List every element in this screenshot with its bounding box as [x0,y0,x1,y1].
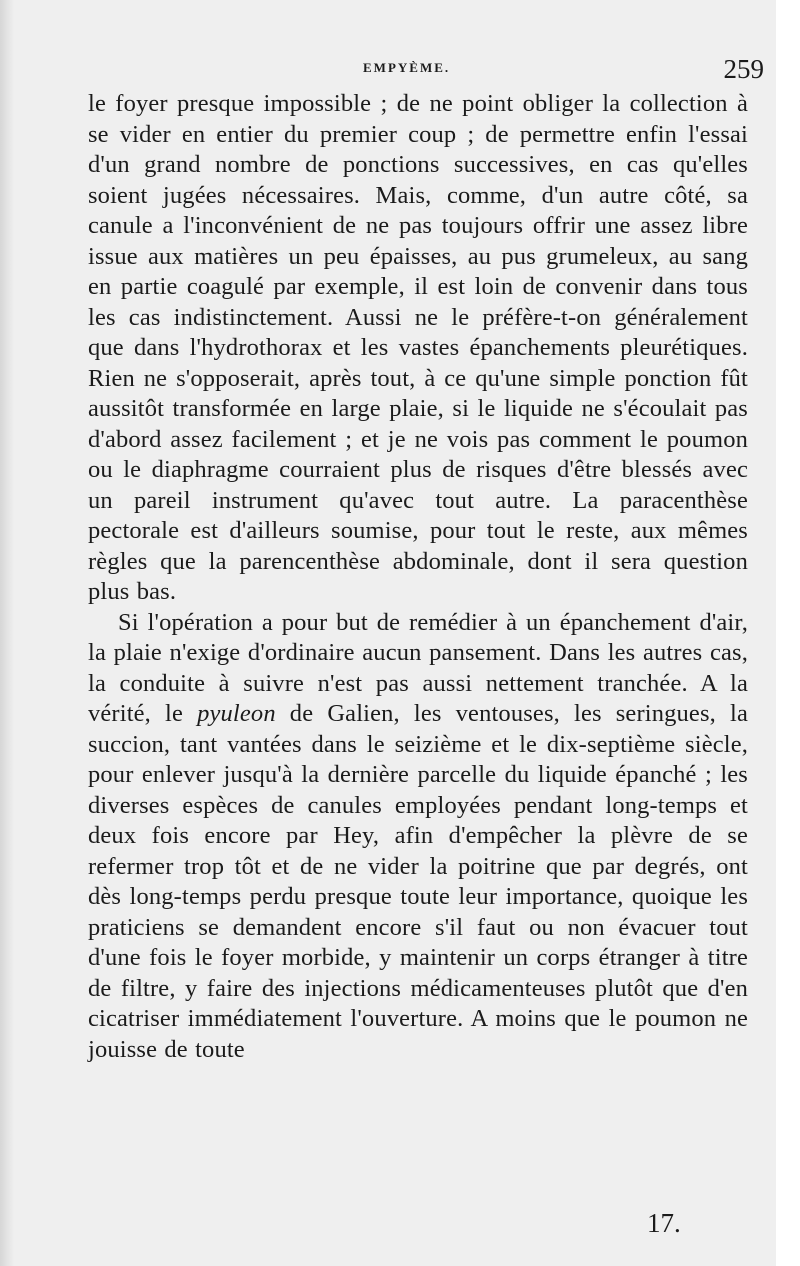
paragraph-text: de Galien, les ventouses, les seringues, la succion, tant vantées dans le seizième et le dix-septième siècle, pour enlever jusqu'à la dernière parcelle du liquide épanché ; les diverses espèces de canules employées pendant long-temps et deux fois encore par Hey, afin d'empêcher la plèvre de se refermer trop tôt et de ne vider la poitrine que par degrés, ont dès long-temps perdu presque toute leur importance, quoique les praticiens se demandent encore s'il faut ou non évacuer tout d'une fois le foyer morbide, y maintenir un corps étranger à titre de filtre, y faire des injections médicamenteuses plutôt que d'en cicatriser immédiatement l'ouverture. A moins que le poumon ne jouisse de toute [88,700,748,1063]
running-title: EMPYÈME. [363,60,451,75]
italic-term: pyuleon [197,700,276,727]
paragraph [88,608,748,1066]
signature-mark: 17. [647,1208,681,1238]
running-head [90,54,768,88]
main-text [88,89,748,1065]
page-number: 259 [723,54,764,84]
paragraph-text: Si l'opération a pour but de remédier à un épanchement d'air, la plaie n'exige d'ordinaire aucun pansement. Dans les autres cas, la conduite à suivre n'est pas aussi nettement tranchée. A la vérité, le [88,608,748,727]
paragraph-continued: le foyer presque impossible ; de ne point obliger la collection à se vider en entier du premier coup ; de permettre enfin l'essai d'un grand nombre de ponctions successives, en cas qu'elles soient jugées nécessaires. Mais, comme, d'un autre côté, sa canule a l'inconvénient de ne pas toujours offrir une assez libre issue aux matières un peu épaisses, au pus grumeleux, au sang en partie coagulé par exemple, il est loin de convenir dans tous les cas indistinctement. Aussi ne le préfère-t-on généralement que dans l'hydrothorax et les vastes épanchements pleurétiques. Rien ne s'opposerait, après tout, à ce qu'une simple ponction fût aussitôt transformée en large plaie, si le liquide ne s'écoulait pas d'abord assez facilement ; et je ne vois pas comment le poumon ou le diaphragme courraient plus de risques d'être blessés avec un pareil instrument qu'avec tout autre. La paracenthèse pectorale est d'ailleurs soumise, pour tout le reste, aux mêmes règles que la parencenthèse abdominale, dont il sera question plus bas. [88,90,748,605]
